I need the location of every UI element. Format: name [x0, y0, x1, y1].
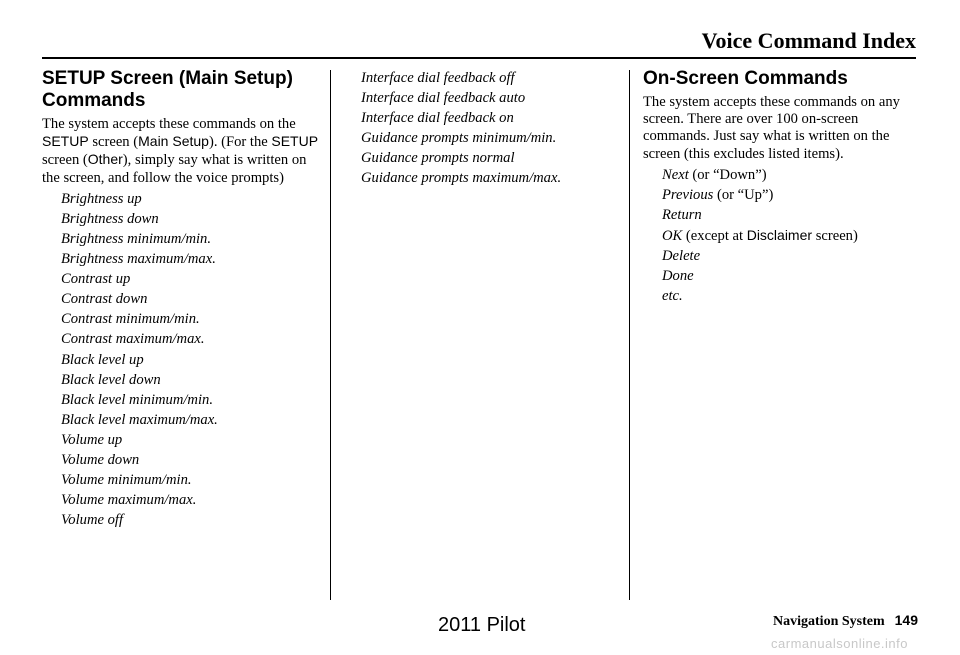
- list-item: Brightness down: [61, 210, 159, 227]
- command-text: OK: [662, 228, 683, 245]
- page-footer: [773, 612, 918, 630]
- setup-command-list-continued: [361, 68, 616, 189]
- command-text: Previous: [662, 186, 714, 203]
- footer-label: Navigation System: [773, 614, 885, 629]
- column-divider-2: [629, 70, 630, 600]
- list-item: Contrast up: [61, 271, 131, 288]
- list-item: Return: [662, 207, 702, 223]
- command-text: Next: [662, 166, 689, 183]
- list-item: Black level minimum/min.: [61, 391, 213, 408]
- list-item: Guidance prompts normal: [361, 150, 515, 167]
- list-item: Volume minimum/min.: [61, 472, 192, 489]
- intro-text: ). (For the: [208, 134, 272, 151]
- command-note: (or “Up”): [713, 186, 774, 203]
- intro-ui-term: Main Setup: [138, 133, 209, 150]
- list-item: Black level maximum/max.: [61, 411, 218, 428]
- list-item: Contrast minimum/min.: [61, 311, 200, 328]
- setup-commands-column: [42, 68, 327, 530]
- setup-intro: [42, 116, 327, 187]
- setup-heading-line2: Commands: [42, 90, 146, 111]
- onscreen-intro: The system accepts these commands on any screen. There are over 100 on-screen commands. Just say what is written on the screen (this excludes listed items).: [643, 94, 900, 162]
- site-watermark: carmanualsonline.info: [771, 636, 908, 651]
- list-item: Done: [662, 268, 694, 285]
- header-rule: [42, 57, 916, 59]
- list-item: Black level down: [61, 371, 161, 388]
- onscreen-heading: On-Screen Commands: [643, 68, 848, 89]
- list-item: Volume off: [61, 512, 124, 529]
- list-item: Interface dial feedback on: [361, 110, 514, 127]
- list-item: Volume down: [61, 452, 140, 469]
- model-watermark: 2011 Pilot: [438, 614, 526, 636]
- list-item: Delete: [662, 248, 701, 265]
- list-item: Interface dial feedback off: [361, 70, 515, 86]
- page-section-title: Voice Command Index: [701, 28, 916, 53]
- list-item: Contrast maximum/max.: [61, 331, 205, 348]
- onscreen-commands-column: [643, 68, 928, 306]
- page-number: 149: [894, 612, 918, 628]
- intro-text: ), simply say what is written on the screen, and follow the voice prompts): [42, 152, 307, 186]
- intro-ui-term: Other: [87, 151, 123, 168]
- intro-text: screen (: [42, 152, 88, 169]
- list-item: Interface dial feedback auto: [361, 90, 526, 107]
- list-item: Volume maximum/max.: [61, 492, 197, 509]
- setup-heading-line1: SETUP Screen (Main Setup): [42, 68, 293, 89]
- list-item: Black level up: [61, 351, 144, 368]
- list-item: [662, 185, 928, 205]
- list-item: Guidance prompts maximum/max.: [361, 170, 562, 187]
- command-note-ui-term: Disclaimer: [746, 227, 813, 244]
- list-item: Brightness up: [61, 190, 142, 207]
- list-item: Guidance prompts minimum/min.: [361, 130, 557, 147]
- column-divider-1: [330, 70, 331, 600]
- list-item: etc.: [662, 288, 683, 305]
- list-item: [662, 225, 928, 246]
- intro-text: The system accepts these commands on the: [42, 116, 296, 132]
- setup-heading: [42, 68, 327, 112]
- command-note: screen): [812, 228, 858, 245]
- intro-ui-term: SETUP: [42, 133, 89, 150]
- list-item: Brightness maximum/max.: [61, 251, 216, 268]
- onscreen-command-list: [643, 165, 928, 307]
- list-item: Volume up: [61, 431, 123, 448]
- setup-command-list: [42, 189, 327, 531]
- intro-ui-term: SETUP: [271, 133, 319, 150]
- command-note: (except at: [682, 228, 747, 245]
- list-item: Brightness minimum/min.: [61, 231, 211, 247]
- command-note: (or “Down”): [688, 166, 767, 183]
- intro-text: screen (: [88, 134, 139, 151]
- list-item: Contrast down: [61, 291, 148, 308]
- setup-commands-continued-column: [361, 68, 616, 189]
- list-item: [662, 165, 928, 185]
